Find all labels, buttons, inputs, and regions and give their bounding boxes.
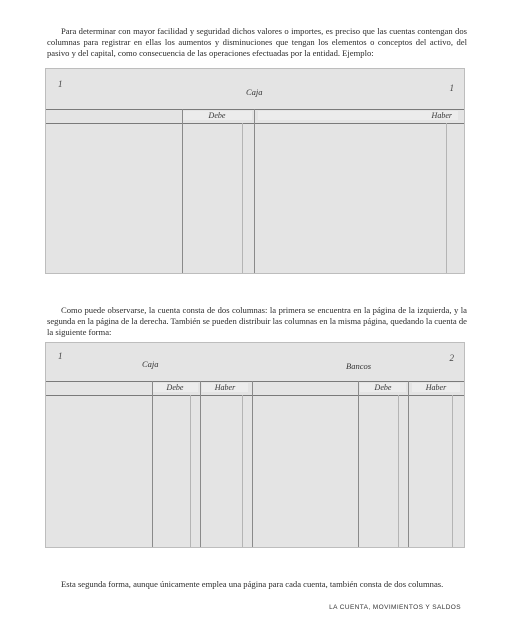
column-divider xyxy=(398,395,399,547)
closing-paragraph: Esta segunda forma, aunque únicamente emplea una página para cada cuenta, también consta de dos columnas. xyxy=(61,578,444,589)
column-divider xyxy=(152,381,153,547)
account-underline xyxy=(46,109,464,110)
column-divider xyxy=(358,381,359,547)
column-divider xyxy=(452,395,453,547)
page-number-right: 2 xyxy=(449,353,454,363)
haber-header-left: Haber xyxy=(202,383,248,392)
column-divider xyxy=(446,123,447,273)
haber-header-right: Haber xyxy=(412,383,460,392)
column-divider xyxy=(242,123,243,273)
column-divider xyxy=(242,395,243,547)
column-divider xyxy=(190,395,191,547)
column-divider xyxy=(408,381,409,547)
debe-header-right: Debe xyxy=(360,383,406,392)
header-underline xyxy=(46,395,464,396)
account-name-bancos: Bancos xyxy=(346,361,372,371)
header-underline xyxy=(46,123,464,124)
account-name-caja: Caja xyxy=(142,359,159,369)
running-footer: LA CUENTA, MOVIMIENTOS Y SALDOS xyxy=(329,604,461,611)
page-number-left: 1 xyxy=(58,79,63,89)
account-underline xyxy=(46,381,464,382)
middle-paragraph: Como puede observarse, la cuenta consta de dos columnas: la primera se encuentra en la página de la izquierda, y la segunda en la página de la derecha. También se pueden distribuir las columnas en la misma página, quedando la cuenta de la siguiente forma: xyxy=(47,304,467,337)
column-divider xyxy=(252,381,253,547)
debe-header-left: Debe xyxy=(152,383,198,392)
column-divider xyxy=(254,109,255,273)
page-number-right: 1 xyxy=(449,83,454,93)
intro-paragraph: Para determinar con mayor facilidad y seguridad dichos valores o importes, es preciso que las cuentas contengan dos columnas para registrar en ellas los aumentos y disminuciones que tengan los elementos o conceptos del activo, del pasivo y del capital, como consecuencia de las operaciones efectuadas por la entidad. Ejemplo: xyxy=(47,25,467,58)
account-name-caja: Caja xyxy=(246,87,263,97)
page-number-left: 1 xyxy=(58,351,63,361)
ledger-example-caja-bancos xyxy=(45,342,465,548)
column-divider xyxy=(200,381,201,547)
debe-header: Debe xyxy=(182,111,252,120)
haber-header: Haber xyxy=(258,111,458,120)
column-divider xyxy=(182,109,183,273)
ledger-example-caja xyxy=(45,68,465,274)
